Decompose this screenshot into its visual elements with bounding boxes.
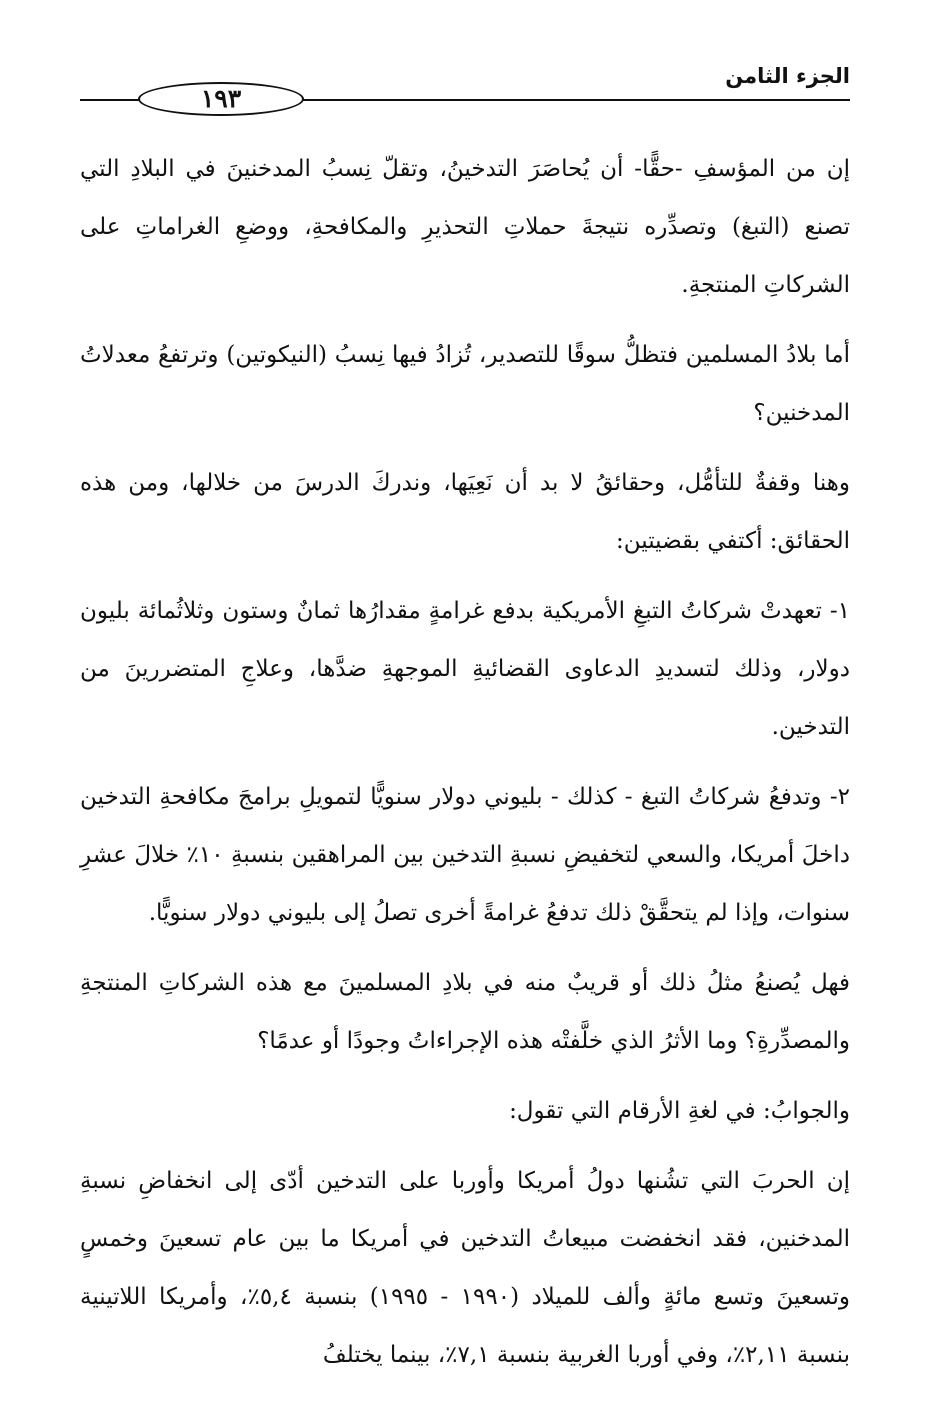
- running-title: الجزء الثامن: [725, 64, 850, 88]
- paragraph-reflection: وهنا وقفةٌ للتأمُّل، وحقائقُ لا بد أن نَعِيَها، وندركَ الدرسَ من خلالها، ومن هذه الحقائق: أكتفي بقضيتين:: [80, 470, 850, 554]
- paragraph-smoking-restrictions: إن من المؤسفِ -حقًّا- أن يُحاصَرَ التدخينُ، وتقلّ نِسبُ المدخنينَ في البلادِ التي تصنع (التبغ) وتصدِّره نتيجةَ حملاتِ التحذيرِ والمكافحةِ، ووضعِ الغراماتِ على الشركاتِ المنتجةِ.: [80, 156, 850, 298]
- paragraph-point-2: ٢- وتدفعُ شركاتُ التبغ - كذلك - بليوني دولار سنويًّا لتمويلِ برامجَ مكافحةِ التدخين داخلَ أمريكا، والسعي لتخفيضِ نسبةِ التدخين بين المراهقين بنسبةِ ١٠٪ خلالَ عشرِ سنوات، وإذا لم يتحقَّقْ ذلك تدفعُ غرامةً أخرى تصلُ إلى بليوني دولار سنويًّا.: [80, 784, 850, 926]
- page-number-oval: [138, 82, 304, 116]
- paragraph-muslim-markets: أما بلادُ المسلمين فتظلُّ سوقًا للتصدير، تُزادُ فيها نِسبُ (النيكوتين) وترتفعُ معدلاتُ المدخنين؟: [80, 342, 850, 426]
- paragraph-point-1: ١- تعهدتْ شركاتُ التبغِ الأمريكية بدفع غرامةٍ مقدارُها ثمانٌ وستون وثلاثُمائة بليون دولار، وذلك لتسديدِ الدعاوى القضائيةِ الموجهةِ ضدَّها، وعلاجِ المتضررينَ من التدخين.: [80, 598, 850, 740]
- paragraph-question: فهل يُصنعُ مثلُ ذلك أو قريبٌ منه في بلادِ المسلمينَ مع هذه الشركاتِ المنتجةِ والمصدِّرةِ؟ وما الأثرُ الذي خلَّفتْه هذه الإجراءاتُ وجودًا أو عدمًا؟: [80, 970, 850, 1054]
- paragraph-answer-intro: والجوابُ: في لغةِ الأرقام التي تقول:: [509, 1098, 850, 1124]
- page-number: ١٩٣: [200, 84, 242, 113]
- page-header: [80, 58, 850, 118]
- paragraph-statistics: إن الحربَ التي تشُنها دولُ أمريكا وأوربا على التدخين أدّى إلى انخفاضِ نسبةِ المدخنين، فقد انخفضت مبيعاتُ التدخين في أمريكا ما بين عام تسعينَ وخمسٍ وتسعينَ وتسع مائةٍ وألف للميلاد (١٩٩٠ - ١٩٩٥) بنسبة ٥,٤٪، وأمريكا اللاتينية بنسبة ٢,١١٪، وفي أوربا الغربية بنسبة ٧,١٪، بينما يختلفُ: [80, 1168, 850, 1368]
- page-body: [80, 140, 850, 1396]
